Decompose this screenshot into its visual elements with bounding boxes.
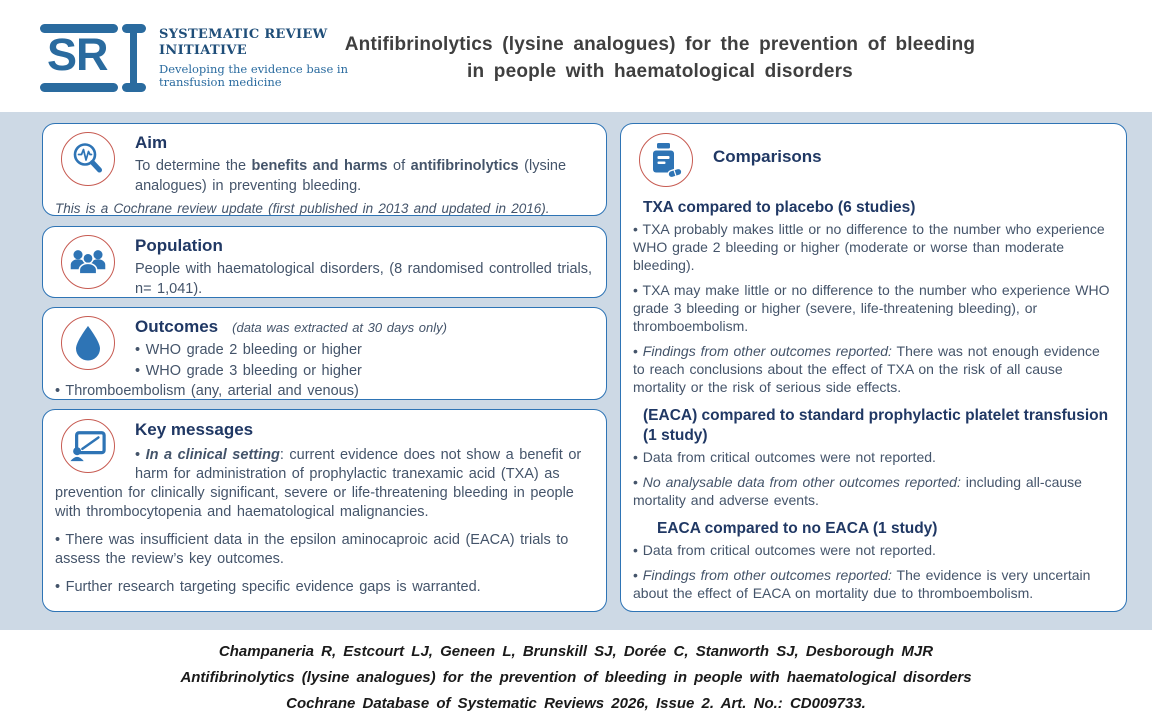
content-band <box>0 112 1152 630</box>
citation-authors: Champaneria R, Estcourt LJ, Geneen L, Brunskill SJ, Dorée C, Stanworth SJ, Desborough MJR <box>218 643 934 660</box>
outcomes-bullet-2: • WHO grade 3 bleeding or higher <box>55 361 594 382</box>
magnifier-pulse-icon <box>61 132 115 186</box>
comparison-2-bullet-1 <box>633 448 1112 466</box>
bullet-text: TXA probably makes little or no difference to the number who experience WHO grade 2 bleeding or higher (moderate or worse than moderate bleeding). <box>633 221 1105 273</box>
key-message-3: • Further research targeting specific evidence gaps is warranted. <box>55 578 592 597</box>
key-message-1 <box>55 446 592 522</box>
aim-body-text: To determine the <box>135 158 252 174</box>
logo-name-line1: SYSTEMATIC REVIEW <box>159 26 328 42</box>
outcomes-card <box>42 307 607 400</box>
bullet-text: There was not enough evidence to reach conclusions about the effect of TXA on the risk of all cause mortality or the risk of serious side effects. <box>633 343 1100 395</box>
outcomes-subtitle: (data was extracted at 30 days only) <box>232 320 447 335</box>
bullet-text: The evidence is very uncertain about the effect of EACA on mortality due to thromboembolism. <box>633 567 1091 601</box>
logo-tagline-line1: Developing the evidence base in <box>159 61 349 76</box>
comparisons-title: Comparisons <box>713 147 822 166</box>
citation-source: Cochrane Database of Systematic Reviews 2026, Issue 2. Art. No.: CD009733. <box>286 695 866 712</box>
aim-body <box>55 157 594 196</box>
logo-name-line2: INITIATIVE <box>159 42 247 58</box>
key-messages-card <box>42 409 607 612</box>
key-messages-title: Key messages <box>135 420 254 439</box>
comparison-section-1-heading: TXA compared to placebo (6 studies) <box>643 199 916 216</box>
bullet-text: TXA may make little or no difference to the number who experience WHO grade 3 bleeding or higher (severe, life-threatening bleeding), or thromboembolism. <box>633 282 1110 334</box>
logo-text <box>159 27 348 90</box>
comparisons-header <box>633 130 1112 188</box>
blood-drop-icon <box>61 316 115 370</box>
comparisons-card <box>620 123 1127 612</box>
comparison-section-2-heading: (EACA) compared to standard prophylactic platelet transfusion (1 study) <box>643 407 1109 444</box>
key-message-1-lead: In a clinical setting <box>145 447 280 463</box>
population-body: People with haematological disorders, (8 randomised controlled trials, n= 1,041). <box>135 261 593 297</box>
comparison-2-bullet-2 <box>633 473 1112 509</box>
comparison-1-bullet-3 <box>633 342 1112 396</box>
page-title <box>330 31 990 85</box>
comparison-3-bullet-2 <box>633 566 1112 602</box>
aim-body-bold2: antifibrinolytics <box>410 158 519 174</box>
header <box>0 0 1152 112</box>
comparison-1-bullet-1 <box>633 220 1112 274</box>
population-title: Population <box>135 236 223 255</box>
comparison-section-3-heading: EACA compared to no EACA (1 study) <box>657 520 938 537</box>
aim-body-text2: of <box>387 158 411 174</box>
bullet-text: including all-cause mortality and adverse events. <box>633 474 1082 508</box>
aim-body-bold1: benefits and harms <box>251 158 388 174</box>
citation-title: Antifibrinolytics (lysine analogues) for the prevention of bleeding in people with haematological disorders <box>180 669 972 686</box>
page-title-line1: Antifibrinolytics (lysine analogues) for the prevention of bleeding <box>344 34 976 55</box>
presentation-board-icon <box>61 419 115 473</box>
people-group-icon <box>61 235 115 289</box>
population-card <box>42 226 607 298</box>
key-message-2: • There was insufficient data in the epsilon aminocaproic acid (EACA) trials to assess the review’s key outcomes. <box>55 531 592 569</box>
outcomes-bullet-1: • WHO grade 2 bleeding or higher <box>55 340 594 361</box>
key-message-1-rest: : current evidence does not show a benefit or harm for administration of prophylactic tranexamic acid (TXA) as prevention for clinically significant, severe or life-threatening bleeding in people with thrombocytopenia and haematological malignancies. <box>55 447 582 520</box>
aim-title: Aim <box>135 133 168 152</box>
citation-footer <box>0 630 1152 720</box>
sri-logo-mark-icon <box>40 24 146 92</box>
comparison-3-bullet-1 <box>633 541 1112 559</box>
aim-body-text3: (lysine analogues) in preventing bleeding. <box>135 158 567 194</box>
bullet-lead: No analysable data from other outcomes reported: <box>642 474 961 490</box>
outcomes-title <box>55 315 594 340</box>
page-title-line2: in people with haematological disorders <box>467 61 853 82</box>
logo-tagline-line2: transfusion medicine <box>159 75 282 89</box>
logo-acronym: SR <box>47 29 108 80</box>
comparison-1-bullet-2 <box>633 281 1112 335</box>
bullet-text: Data from critical outcomes were not reported. <box>642 542 936 558</box>
bullet-lead: Findings from other outcomes reported: <box>642 567 892 583</box>
pill-bottle-icon <box>639 133 693 187</box>
bullet-text: Data from critical outcomes were not reported. <box>642 449 936 465</box>
aim-note: This is a Cochrane review update (first published in 2013 and updated in 2016). <box>55 201 550 216</box>
aim-card <box>42 123 607 216</box>
outcomes-bullet-3: • Thromboembolism (any, arterial and venous) <box>55 381 594 400</box>
sri-logo <box>40 24 348 92</box>
outcomes-title-text: Outcomes <box>135 317 219 336</box>
bullet-lead: Findings from other outcomes reported: <box>642 343 892 359</box>
